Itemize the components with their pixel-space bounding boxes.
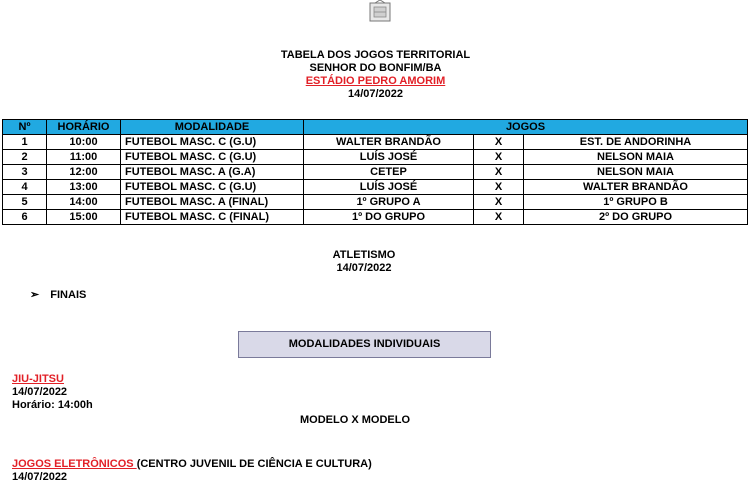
jiujitsu-date: 14/07/2022 [12,386,68,398]
table-row [3,210,748,225]
modalidades-individuais-banner: MODALIDADES INDIVIDUAIS [238,331,491,358]
atletismo-title: ATLETISMO [332,249,396,261]
header-venue: ESTÁDIO PEDRO AMORIM [305,75,446,87]
row-vs: X [474,210,524,225]
row-number: 2 [3,150,47,165]
row-team2: 2º DO GRUPO [524,210,748,225]
jogos-eletronicos-title: JOGOS ELETRÔNICOS [12,458,137,470]
header-title: TABELA DOS JOGOS TERRITORIAL [280,49,471,61]
row-team1: CETEP [304,165,474,180]
row-time: 13:00 [47,180,121,195]
row-number: 6 [3,210,47,225]
jiujitsu-title: JIU-JITSU [12,373,64,385]
row-team2: 1º GRUPO B [524,195,748,210]
row-team1: 1º GRUPO A [304,195,474,210]
row-modality: FUTEBOL MASC. A (FINAL) [121,195,304,210]
header-date: 14/07/2022 [347,88,404,100]
games-table [2,119,748,225]
table-row [3,135,748,150]
row-vs: X [474,165,524,180]
row-team2: NELSON MAIA [524,150,748,165]
row-time: 15:00 [47,210,121,225]
row-modality: FUTEBOL MASC. C (G.U) [121,180,304,195]
atletismo-date: 14/07/2022 [336,262,392,274]
row-vs: X [474,135,524,150]
finais-label: FINAIS [50,289,87,301]
row-team1: LUÍS JOSÉ [304,150,474,165]
table-row [3,195,748,210]
row-vs: X [474,180,524,195]
row-number: 1 [3,135,47,150]
arrow-bullet-icon: ➢ [30,289,40,301]
row-vs: X [474,195,524,210]
row-team1: LUÍS JOSÉ [304,180,474,195]
row-number: 4 [3,180,47,195]
table-row [3,180,748,195]
jogos-eletronicos-date: 14/07/2022 [12,471,68,483]
row-modality: FUTEBOL MASC. A (G.A) [121,165,304,180]
table-row [3,165,748,180]
col-header-games: JOGOS [304,120,748,135]
col-header-time: HORÁRIO [47,120,121,135]
row-team1: 1º DO GRUPO [304,210,474,225]
col-header-modality: MODALIDADE [121,120,304,135]
row-team1: WALTER BRANDÃO [304,135,474,150]
jiujitsu-match: MODELO X MODELO [300,414,410,426]
row-team2: NELSON MAIA [524,165,748,180]
row-team2: WALTER BRANDÃO [524,180,748,195]
row-team2: EST. DE ANDORINHA [524,135,748,150]
col-header-number: Nº [3,120,47,135]
row-number: 3 [3,165,47,180]
jogos-eletronicos-line [12,458,372,471]
coat-of-arms-icon [367,0,393,22]
jogos-eletronicos-place: (CENTRO JUVENIL DE CIÊNCIA E CULTURA) [136,458,372,470]
row-number: 5 [3,195,47,210]
header-city: SENHOR DO BONFIM/BA [309,62,442,74]
finais-item [30,289,86,302]
row-time: 11:00 [47,150,121,165]
table-row [3,150,748,165]
table-header-row [3,120,748,135]
row-modality: FUTEBOL MASC. C (FINAL) [121,210,304,225]
row-vs: X [474,150,524,165]
row-time: 14:00 [47,195,121,210]
row-modality: FUTEBOL MASC. C (G.U) [121,150,304,165]
row-time: 10:00 [47,135,121,150]
row-modality: FUTEBOL MASC. C (G.U) [121,135,304,150]
row-time: 12:00 [47,165,121,180]
jiujitsu-time: Horário: 14:00h [12,399,93,411]
